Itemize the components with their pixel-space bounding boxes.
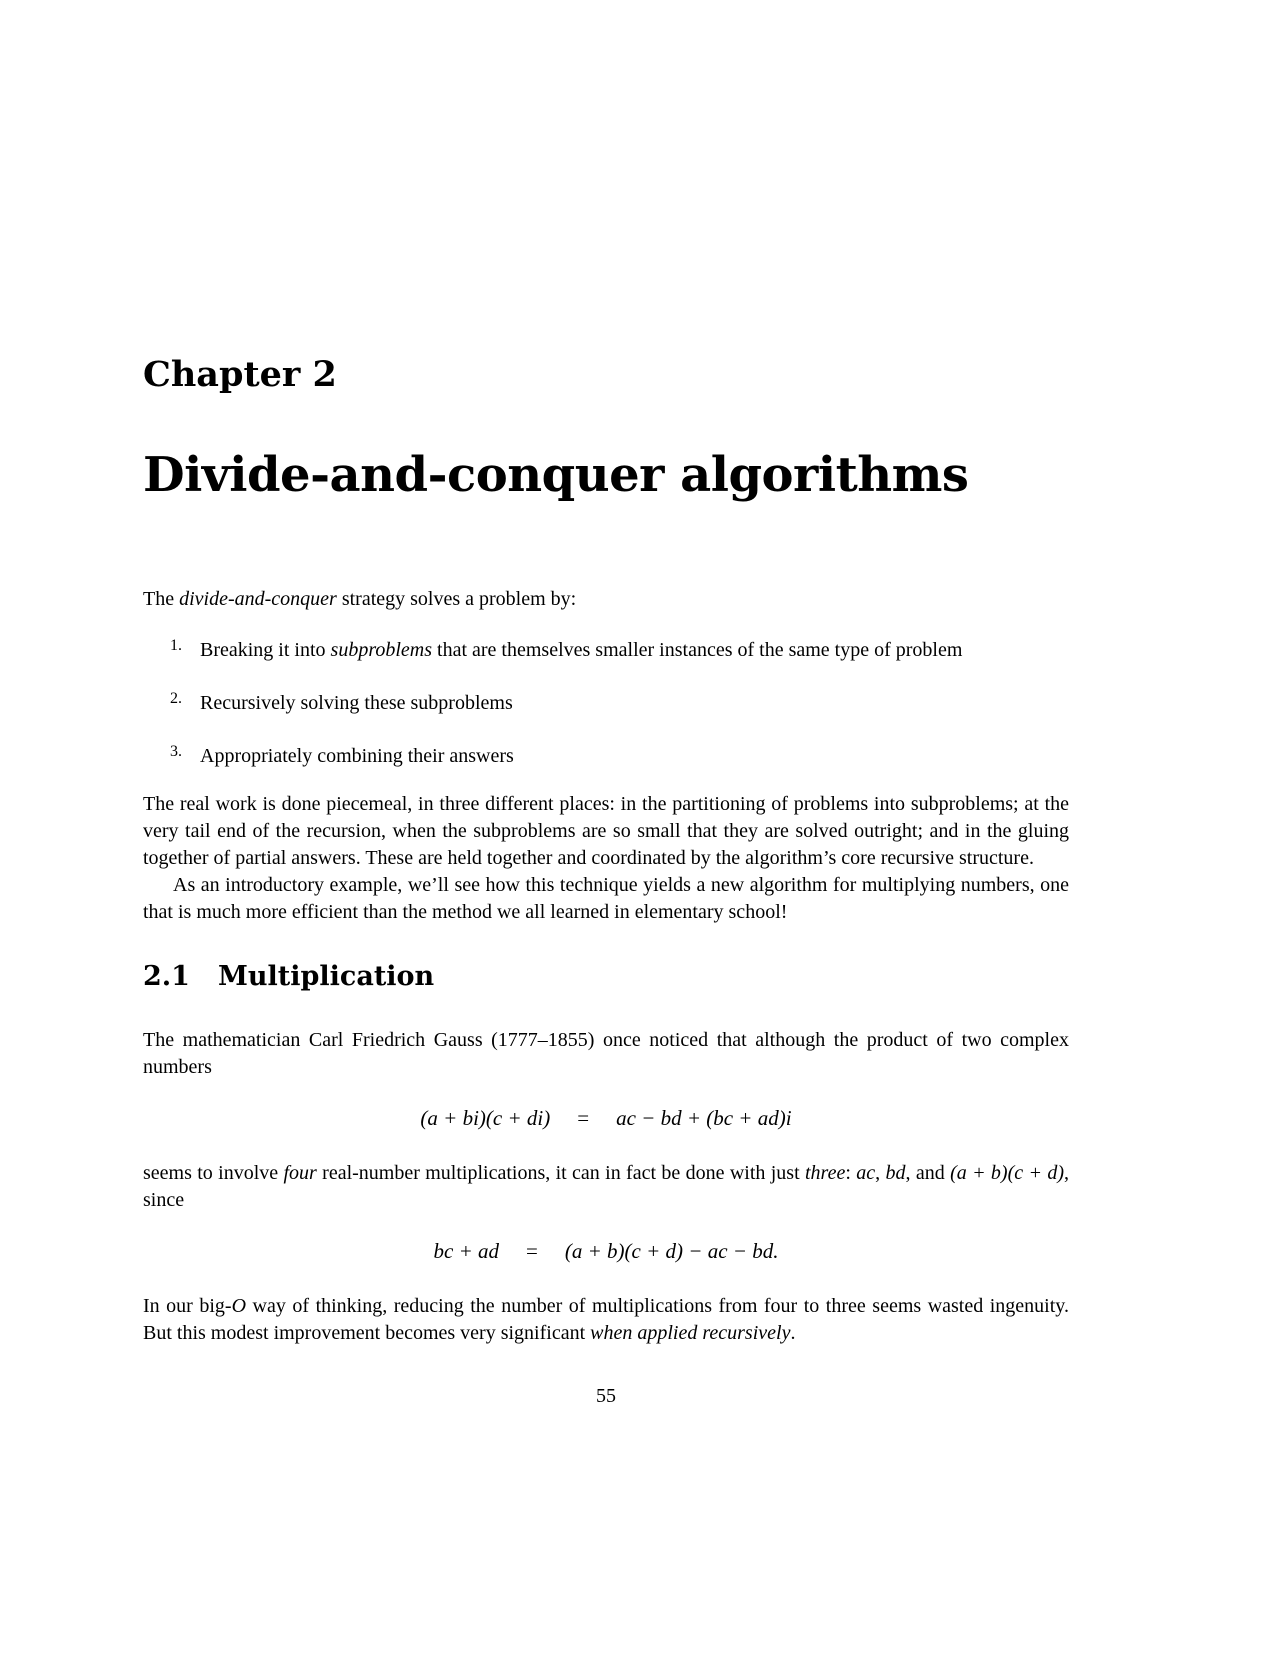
equation-rhs: ac − bd + (bc + ad)i [616, 1106, 792, 1131]
italic-term-divide-and-conquer: divide-and-conquer [179, 587, 337, 610]
text-run: seems to involve [143, 1162, 284, 1185]
section-title: Multiplication [217, 960, 435, 992]
display-equation-gauss-trick [143, 1238, 1069, 1265]
list-item-3 [170, 743, 1069, 770]
text-run: . [790, 1322, 796, 1345]
paragraph-intro-example: As an introductory example, we’ll see how this technique yields a new algorithm for multiplying numbers, one that is much more efficient than the method we all learned in elementary school! [143, 873, 1069, 923]
list-number: 1. [170, 636, 182, 654]
text-run: Breaking it into [200, 638, 331, 661]
list-item-text: Appropriately combining their answers [200, 744, 514, 767]
equals-sign: = [526, 1239, 538, 1264]
italic-term-subproblems: subproblems [330, 638, 433, 661]
italic-term-three: three [804, 1162, 846, 1185]
list-item-text [200, 637, 1069, 664]
paragraph-gauss: The mathematician Carl Friedrich Gauss (1777–1855) once noticed that although the product of two complex numbers [143, 1029, 1069, 1079]
text-run: that are themselves smaller instances of the same type of problem [432, 638, 963, 661]
page-number: 55 [596, 1385, 616, 1408]
text-run: In our big- [143, 1295, 232, 1318]
list-number: 2. [170, 689, 182, 707]
text-run: , since [143, 1162, 1069, 1212]
equation-lhs: (a + bi)(c + di) [420, 1106, 551, 1131]
math-run-product: (a + b)(c + d) [950, 1162, 1064, 1185]
section-heading [143, 962, 1069, 992]
text-run: strategy solves a problem by: [336, 587, 577, 610]
text-run: The [143, 587, 180, 610]
display-equation-complex-product [143, 1105, 1069, 1132]
section-number: 2.1 [143, 960, 190, 992]
text-run: , [875, 1162, 886, 1185]
intro-paragraph [143, 586, 1069, 613]
text-run: , and [905, 1162, 951, 1185]
italic-term-four: four [283, 1162, 317, 1185]
list-item-text: Recursively solving these subproblems [200, 691, 513, 714]
paragraph-real-work: The real work is done piecemeal, in three different places: in the partitioning of problems into subproblems; at the very tail end of the recursion, when the subproblems are so small that they are solved outright; and in the gluing together of partial answers. These are held together and coordinated by the algorithm’s core recursive structure. [143, 792, 1069, 869]
paragraph-big-o [143, 1293, 1069, 1347]
math-run-O: O [231, 1295, 247, 1318]
equation-rhs: (a + b)(c + d) − ac − bd. [564, 1239, 779, 1264]
text-run: : [845, 1162, 857, 1185]
chapter-number: Chapter 2 [143, 354, 337, 395]
text-run: way of thinking, reducing the number of multiplications from four to three seems wasted ingenuity. But this modest improvement becomes very significant [143, 1295, 1069, 1345]
list-item-2 [170, 690, 1069, 717]
list-item-1 [170, 637, 1069, 664]
numbered-list [143, 637, 1069, 770]
page-content-column [143, 0, 1069, 1410]
math-run-ac: ac [856, 1162, 876, 1185]
italic-term-when-applied-recursively: when applied recursively [590, 1322, 791, 1345]
math-run-bd: bd [885, 1162, 906, 1185]
equation-lhs: bc + ad [433, 1239, 500, 1264]
chapter-title: Divide-and-conquer algorithms [143, 446, 969, 503]
equals-sign: = [577, 1106, 590, 1131]
text-run: real-number multiplications, it can in fact be done with just [316, 1162, 805, 1185]
paragraph-three-multiplications [143, 1160, 1069, 1214]
list-number: 3. [170, 742, 182, 760]
